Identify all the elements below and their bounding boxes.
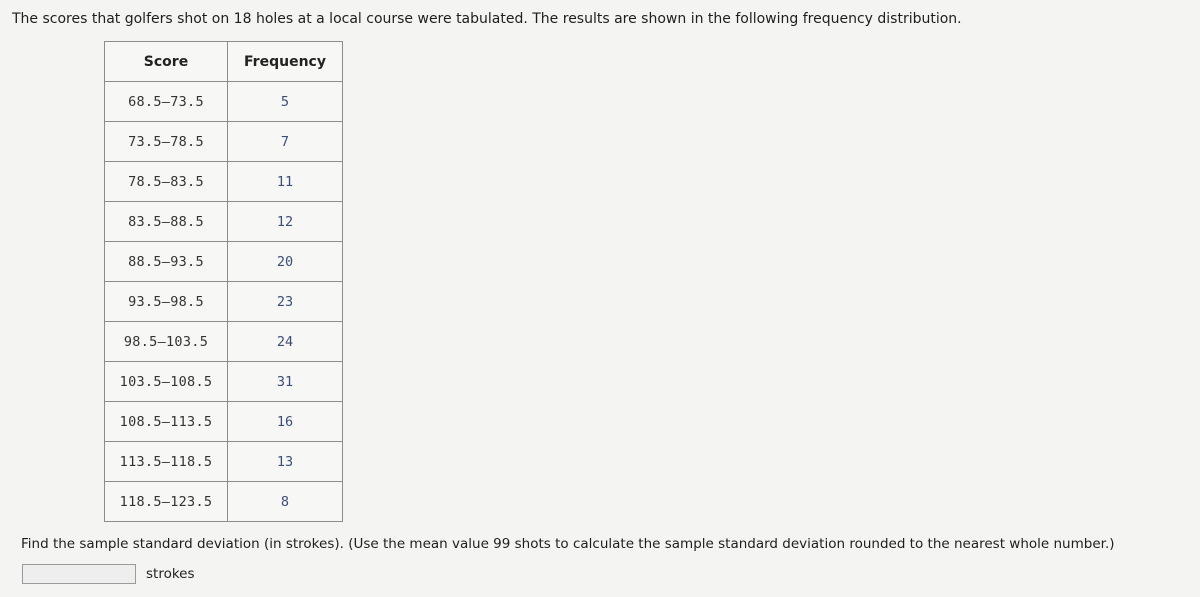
frequency-cell: 11	[228, 162, 343, 202]
table-row	[105, 202, 343, 242]
frequency-cell: 23	[228, 282, 343, 322]
score-cell: 103.5–108.5	[105, 362, 228, 402]
score-cell: 93.5–98.5	[105, 282, 228, 322]
score-cell: 113.5–118.5	[105, 442, 228, 482]
table-row	[105, 122, 343, 162]
table-row	[105, 442, 343, 482]
frequency-cell: 24	[228, 322, 343, 362]
score-cell: 108.5–113.5	[105, 402, 228, 442]
answer-input[interactable]	[22, 564, 136, 584]
score-cell: 68.5–73.5	[105, 82, 228, 122]
frequency-cell: 20	[228, 242, 343, 282]
score-cell: 118.5–123.5	[105, 482, 228, 522]
problem-intro: The scores that golfers shot on 18 holes at a local course were tabulated. The results are shown in the following frequency distribution.	[12, 11, 962, 27]
frequency-column-header: Frequency	[228, 42, 343, 82]
answer-unit-label: strokes	[146, 566, 195, 582]
frequency-cell: 31	[228, 362, 343, 402]
frequency-cell: 13	[228, 442, 343, 482]
frequency-cell: 16	[228, 402, 343, 442]
frequency-table	[104, 41, 343, 522]
table-row	[105, 282, 343, 322]
table-row	[105, 402, 343, 442]
score-column-header: Score	[105, 42, 228, 82]
frequency-cell: 8	[228, 482, 343, 522]
table-row	[105, 362, 343, 402]
table-header-row	[105, 42, 343, 82]
score-cell: 83.5–88.5	[105, 202, 228, 242]
score-cell: 88.5–93.5	[105, 242, 228, 282]
score-cell: 73.5–78.5	[105, 122, 228, 162]
answer-row	[22, 564, 195, 584]
frequency-cell: 7	[228, 122, 343, 162]
frequency-cell: 12	[228, 202, 343, 242]
score-cell: 78.5–83.5	[105, 162, 228, 202]
score-cell: 98.5–103.5	[105, 322, 228, 362]
question-text: Find the sample standard deviation (in strokes). (Use the mean value 99 shots to calculate the sample standard deviation rounded to the nearest whole number.)	[21, 536, 1115, 552]
frequency-cell: 5	[228, 82, 343, 122]
table-row	[105, 242, 343, 282]
table-row	[105, 482, 343, 522]
table-row	[105, 322, 343, 362]
table-row	[105, 82, 343, 122]
table-row	[105, 162, 343, 202]
